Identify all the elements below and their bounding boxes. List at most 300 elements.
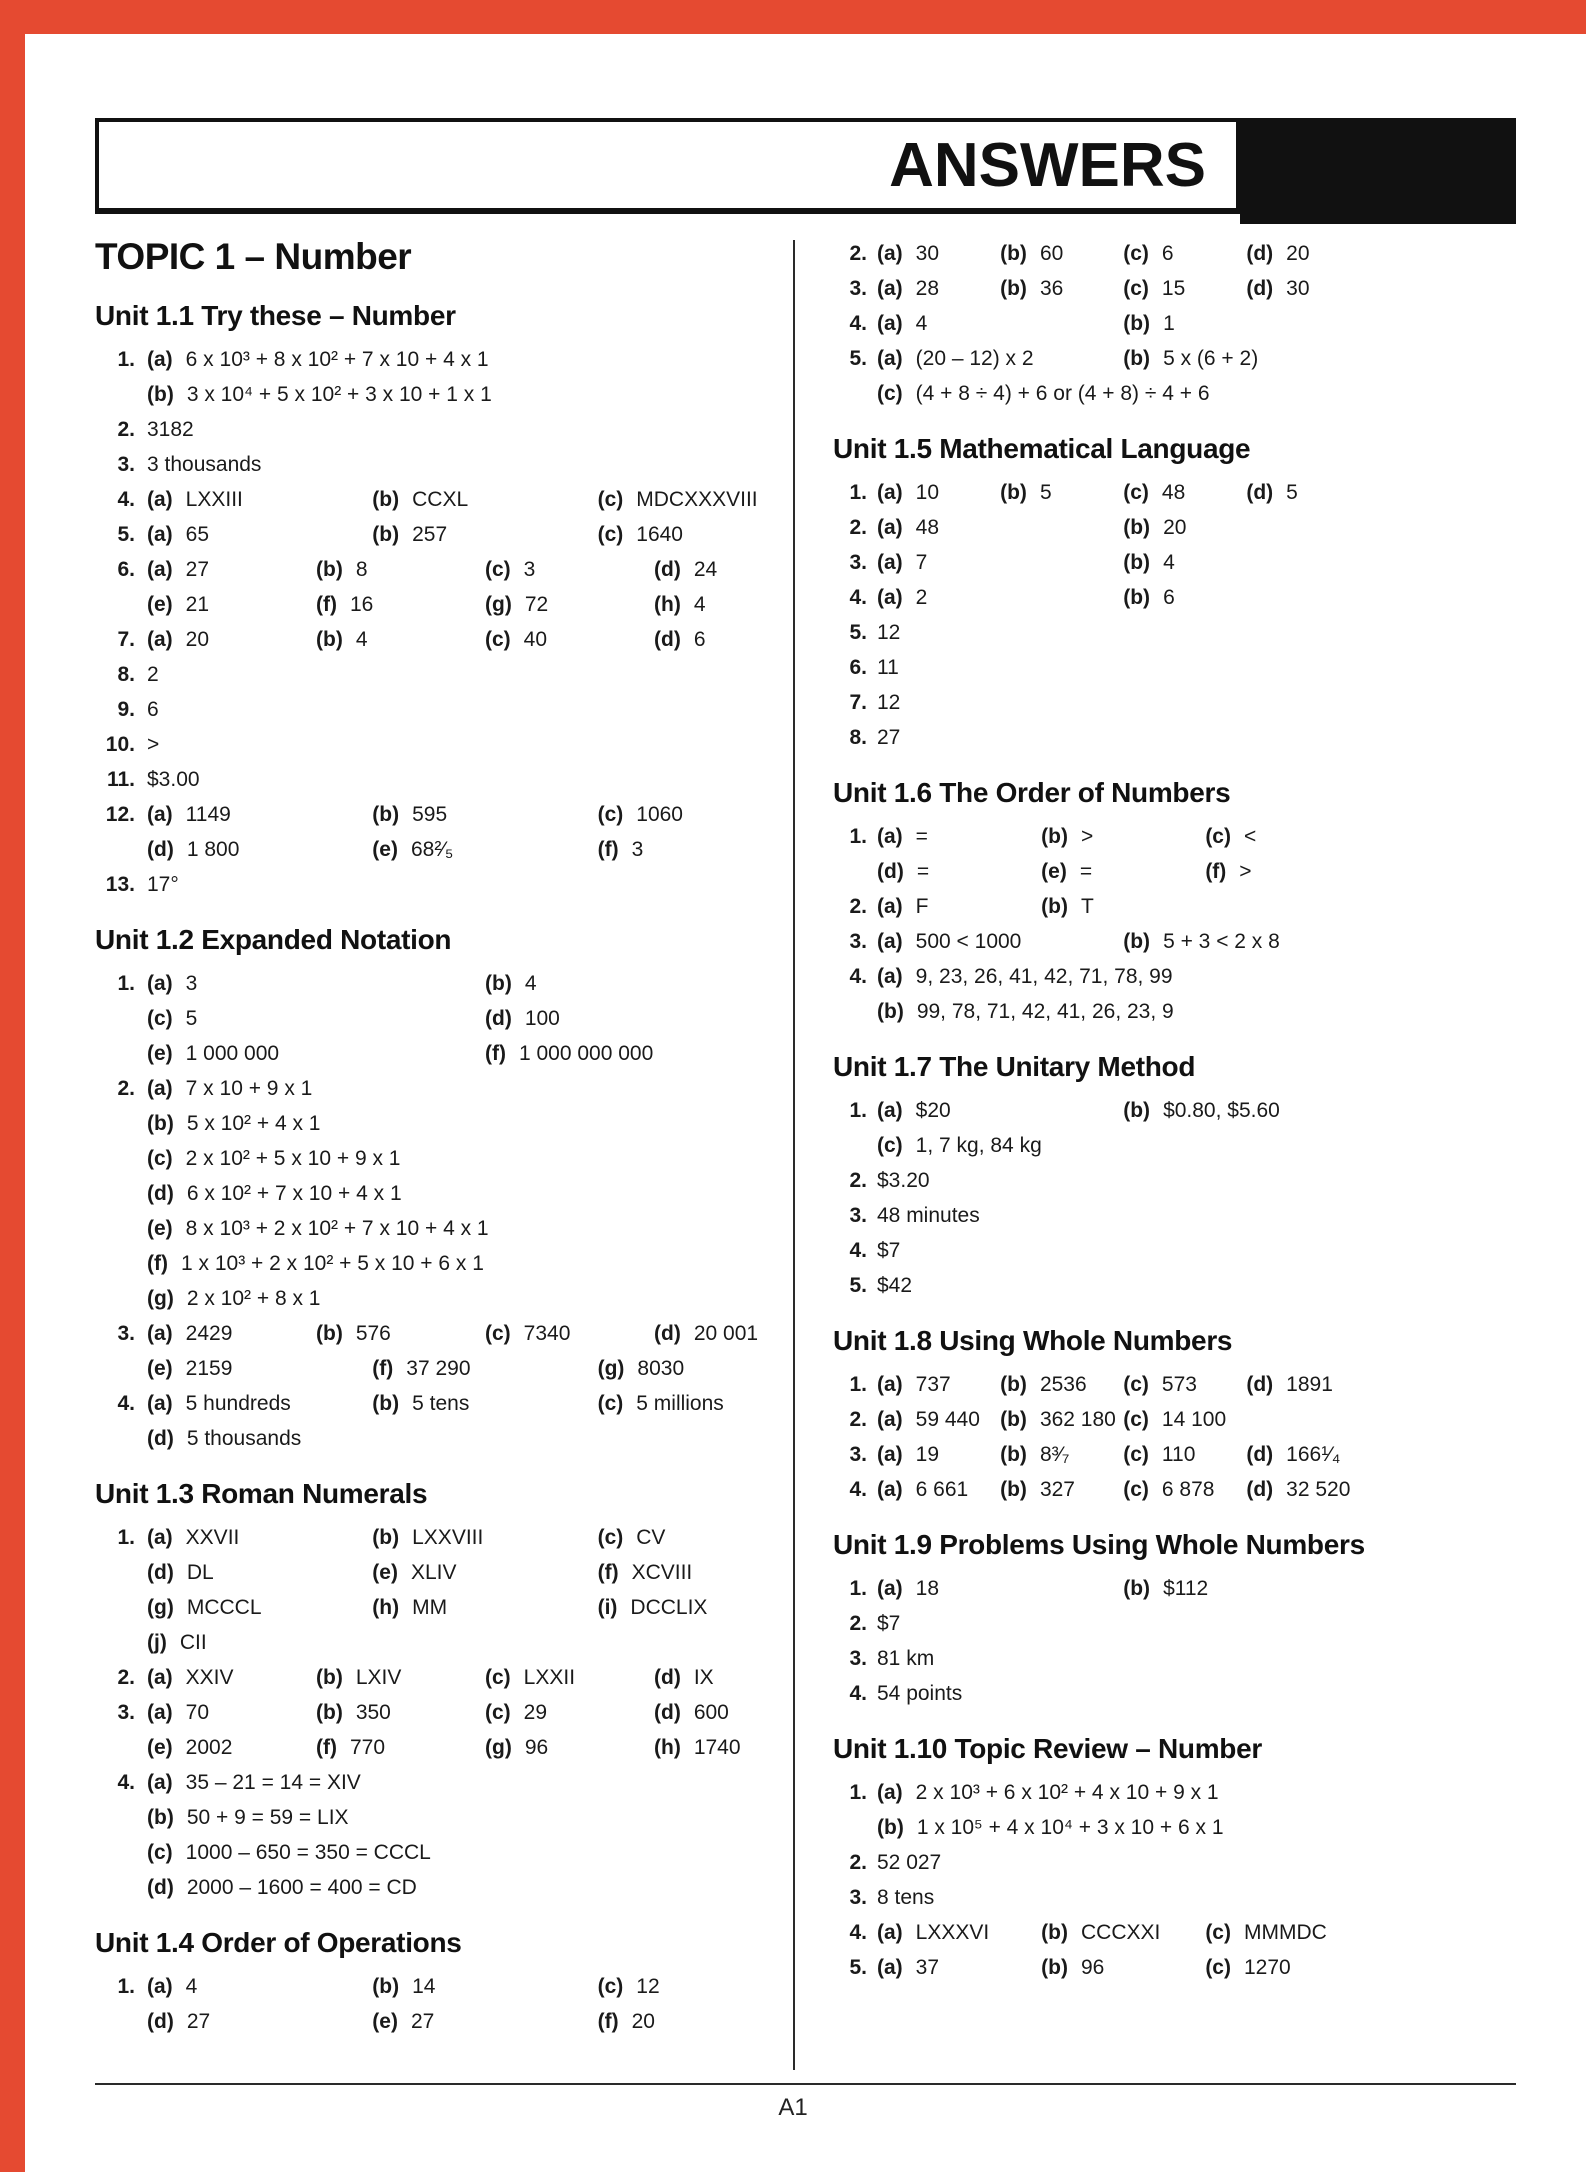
part-label: (c)	[1123, 1478, 1149, 1501]
answer-part	[1041, 1915, 1205, 1950]
answer-part	[147, 1106, 771, 1141]
part-value: CCCXXI	[1080, 1921, 1161, 1944]
part-value: 2	[147, 663, 159, 686]
part-label: (e)	[372, 838, 398, 861]
answer-row	[833, 1950, 1517, 1985]
answer-part	[877, 854, 1041, 889]
part-value: 35 – 21 = 14 = XIV	[185, 1771, 361, 1794]
item-number: 6.	[117, 558, 135, 581]
part-value: 1 800	[186, 838, 240, 861]
answer-row	[95, 1001, 771, 1036]
part-value: LXXII	[523, 1666, 576, 1689]
footer-rule	[95, 2083, 1516, 2085]
section-title: Unit 1.10 Topic Review – Number	[833, 1733, 1262, 1764]
part-value: 18	[915, 1577, 940, 1600]
answer-part	[147, 2004, 372, 2039]
part-value: 2536	[1039, 1373, 1087, 1396]
part-label: (c)	[597, 803, 624, 826]
part-value: 1 x 10³ + 2 x 10² + 5 x 10 + 6 x 1	[180, 1252, 484, 1275]
part-value: 40	[523, 628, 548, 651]
part-label: (b)	[877, 1000, 904, 1023]
answer-part	[147, 1421, 771, 1456]
part-value: DL	[186, 1561, 214, 1584]
part-value: 59 440	[915, 1408, 980, 1431]
answer-row	[95, 1969, 771, 2004]
part-value: XXIV	[185, 1666, 234, 1689]
answer-row	[833, 1606, 1517, 1641]
part-value: (20 – 12) x 2	[915, 347, 1034, 370]
part-label: (b)	[372, 1526, 400, 1549]
answer-part	[147, 1141, 771, 1176]
part-value: $112	[1163, 1577, 1209, 1600]
answer-part	[877, 994, 1517, 1029]
item-number: 8.	[849, 726, 867, 749]
part-label: (g)	[597, 1357, 625, 1380]
part-value: MMMDC	[1243, 1921, 1327, 1944]
part-label: (g)	[485, 1736, 512, 1759]
answer-row	[95, 342, 771, 377]
part-label: (b)	[1123, 586, 1151, 609]
part-label: (g)	[485, 593, 512, 616]
part-label: (e)	[147, 1357, 173, 1380]
part-label: (c)	[1205, 1921, 1231, 1944]
part-label: (a)	[147, 972, 173, 995]
answer-part	[1246, 1367, 1369, 1402]
part-label: (i)	[597, 1596, 618, 1619]
part-value: 2000 – 1600 = 400 = CD	[186, 1876, 417, 1899]
answer-part	[598, 832, 823, 867]
part-value: CII	[179, 1631, 207, 1654]
item-number: 1.	[849, 481, 867, 504]
part-value: 48	[915, 516, 940, 539]
answer-part	[485, 1316, 654, 1351]
item-number: 1.	[117, 1526, 135, 1549]
part-value: 24	[693, 558, 718, 581]
item-number: 9.	[117, 698, 135, 721]
answer-row	[833, 819, 1517, 854]
part-value: 12	[877, 691, 901, 714]
part-value: 5	[1286, 481, 1298, 504]
answer-part	[485, 1001, 823, 1036]
item-number: 6.	[849, 656, 867, 679]
part-value: 12	[636, 1975, 660, 1998]
answer-part	[877, 1128, 1517, 1163]
part-value: 1891	[1286, 1373, 1333, 1396]
item-number: 1.	[849, 1577, 867, 1600]
answer-row	[95, 1660, 771, 1695]
part-label: (c)	[597, 523, 624, 546]
answer-part	[1123, 510, 1369, 545]
part-label: (a)	[877, 516, 903, 539]
item-number: 2.	[849, 1408, 867, 1431]
answer-row	[95, 1036, 771, 1071]
part-value: 2 x 10³ + 6 x 10² + 4 x 10 + 9 x 1	[915, 1781, 1219, 1804]
part-label: (b)	[485, 972, 512, 995]
answer-part	[877, 720, 1517, 755]
answer-part	[877, 1198, 1517, 1233]
part-value: 3 thousands	[147, 453, 262, 476]
part-label: (f)	[316, 1736, 337, 1759]
answer-part	[372, 832, 597, 867]
part-value: 9, 23, 26, 41, 42, 71, 78, 99	[915, 965, 1173, 988]
answer-row	[833, 1437, 1517, 1472]
part-label: (a)	[147, 803, 173, 826]
answer-part	[147, 966, 485, 1001]
part-label: (c)	[147, 1147, 173, 1170]
part-value: 4	[524, 972, 537, 995]
part-label: (a)	[147, 523, 173, 546]
part-value: 3	[523, 558, 536, 581]
part-value: 1, 7 kg, 84 kg	[915, 1134, 1042, 1157]
part-label: (b)	[147, 1112, 174, 1135]
part-value: MDCXXXVIII	[636, 488, 758, 511]
part-label: (b)	[1000, 277, 1027, 300]
answer-row	[833, 1093, 1517, 1128]
answer-part	[147, 832, 372, 867]
part-value: 770	[349, 1736, 386, 1759]
part-label: (b)	[1000, 1443, 1027, 1466]
part-value: 257	[412, 523, 448, 546]
answer-part	[877, 1845, 1517, 1880]
part-value: 100	[524, 1007, 560, 1030]
answer-part	[1123, 236, 1246, 271]
answer-part	[1246, 1472, 1369, 1507]
part-label: (f)	[372, 1357, 394, 1380]
part-label: (a)	[877, 1099, 903, 1122]
part-label: (b)	[1123, 551, 1151, 574]
answer-part	[372, 2004, 597, 2039]
answer-part	[147, 342, 771, 377]
section-title: Unit 1.7 The Unitary Method	[833, 1051, 1196, 1082]
answer-row	[833, 685, 1517, 720]
part-label: (d)	[654, 1701, 681, 1724]
answer-part	[147, 482, 372, 517]
answer-part	[485, 966, 823, 1001]
answer-part	[877, 545, 1123, 580]
part-label: (a)	[147, 488, 173, 511]
item-number: 4.	[849, 1682, 867, 1705]
part-value: 2	[915, 586, 928, 609]
answer-part	[372, 1386, 597, 1421]
part-label: (d)	[654, 1666, 681, 1689]
part-label: (a)	[877, 312, 903, 335]
part-value: 1 000 000 000	[518, 1042, 654, 1065]
answer-part	[1000, 271, 1123, 306]
answer-part	[1123, 1472, 1246, 1507]
item-number: 3.	[849, 1204, 867, 1227]
page-edge-left	[0, 0, 25, 2172]
answer-part	[654, 1695, 823, 1730]
part-value: 6 x 10³ + 8 x 10² + 7 x 10 + 4 x 1	[185, 348, 489, 371]
part-value: LXXVIII	[412, 1526, 484, 1549]
answer-part	[147, 1071, 771, 1106]
part-label: (g)	[147, 1596, 174, 1619]
part-label: (b)	[316, 1666, 343, 1689]
answer-row	[95, 762, 771, 797]
answer-row	[833, 1810, 1517, 1845]
part-label: (b)	[316, 628, 343, 651]
part-label: (b)	[316, 1701, 343, 1724]
part-label: (a)	[147, 1526, 173, 1549]
part-value: 1060	[636, 803, 683, 826]
answers-banner-block	[1240, 118, 1516, 224]
part-label: (h)	[372, 1596, 400, 1619]
part-value: XCVIII	[631, 1561, 693, 1584]
answer-part	[877, 580, 1123, 615]
part-label: (e)	[372, 1561, 398, 1584]
part-label: (a)	[147, 1392, 173, 1415]
item-number: 3.	[117, 1322, 135, 1345]
part-value: 50 + 9 = 59 = LIX	[186, 1806, 349, 1829]
part-value: 8030	[637, 1357, 685, 1380]
part-value: 350	[355, 1701, 391, 1724]
part-value: 110	[1161, 1443, 1196, 1466]
answer-part	[147, 1386, 372, 1421]
part-value: 595	[412, 803, 448, 826]
part-label: (a)	[877, 347, 903, 370]
answer-part	[598, 2004, 823, 2039]
part-value: =	[915, 825, 928, 848]
part-value: XXVII	[185, 1526, 240, 1549]
item-number: 10.	[105, 733, 135, 756]
answer-part	[877, 650, 1517, 685]
part-label: (d)	[1246, 277, 1274, 300]
part-label: (d)	[147, 1427, 174, 1450]
part-value: 28	[915, 277, 940, 300]
part-value: 6	[1163, 586, 1175, 609]
answer-row	[833, 1676, 1517, 1711]
answer-row	[95, 482, 771, 517]
part-value: 20	[1286, 242, 1310, 265]
answer-part	[147, 657, 771, 692]
answer-part	[1000, 1402, 1123, 1437]
answer-part	[1000, 1437, 1123, 1472]
part-value: 36	[1039, 277, 1064, 300]
answer-row	[95, 1351, 771, 1386]
answer-part	[1123, 1571, 1369, 1606]
part-label: (c)	[485, 1666, 511, 1689]
part-value: 12	[877, 621, 901, 644]
part-label: (b)	[1123, 1577, 1151, 1600]
answer-part	[1123, 1093, 1369, 1128]
item-number: 4.	[117, 1771, 135, 1794]
answer-part	[372, 517, 597, 552]
part-label: (a)	[877, 1921, 903, 1944]
part-value: F	[915, 895, 929, 918]
answer-row	[833, 1367, 1517, 1402]
part-value: CCXL	[412, 488, 469, 511]
answer-part	[1205, 1915, 1369, 1950]
answer-row	[833, 271, 1517, 306]
answer-part	[877, 615, 1517, 650]
part-value: MM	[412, 1596, 448, 1619]
part-label: (g)	[147, 1287, 174, 1310]
part-label: (c)	[485, 1701, 511, 1724]
part-label: (c)	[147, 1841, 173, 1864]
section-title: Unit 1.1 Try these – Number	[95, 300, 456, 331]
part-label: (b)	[316, 1322, 343, 1345]
answer-row	[95, 1421, 771, 1456]
item-number: 2.	[117, 1666, 135, 1689]
left-column	[95, 236, 771, 2039]
part-value: LXXIII	[185, 488, 243, 511]
part-label: (d)	[147, 1561, 174, 1584]
item-number: 3.	[849, 930, 867, 953]
item-number: 2.	[849, 1612, 867, 1635]
answer-part	[1041, 854, 1205, 889]
answer-part	[147, 1246, 771, 1281]
answer-part	[147, 1730, 316, 1765]
part-value: (4 + 8 ÷ 4) + 6 or (4 + 8) ÷ 4 + 6	[915, 382, 1210, 405]
answer-part	[316, 1695, 485, 1730]
answer-row	[95, 517, 771, 552]
answer-part	[877, 1915, 1041, 1950]
answer-row	[95, 1281, 771, 1316]
part-label: (e)	[147, 1042, 173, 1065]
answer-part	[877, 1880, 1517, 1915]
part-label: (a)	[877, 242, 903, 265]
part-label: (a)	[147, 1701, 173, 1724]
part-value: $7	[877, 1612, 901, 1635]
part-value: 3	[185, 972, 198, 995]
answer-part	[598, 797, 823, 832]
answer-part	[1123, 1367, 1246, 1402]
part-value: 30	[1286, 277, 1310, 300]
answer-part	[877, 1093, 1123, 1128]
answer-row	[833, 341, 1517, 376]
answer-row	[833, 1845, 1517, 1880]
part-label: (f)	[597, 838, 619, 861]
part-label: (c)	[597, 1392, 624, 1415]
part-value: 2159	[185, 1357, 233, 1380]
answer-part	[877, 1950, 1041, 1985]
answer-part	[877, 1810, 1517, 1845]
part-label: (b)	[1000, 1373, 1027, 1396]
answer-row	[833, 306, 1517, 341]
part-label: (d)	[485, 1007, 512, 1030]
part-label: (e)	[372, 2010, 398, 2033]
section-title: Unit 1.6 The Order of Numbers	[833, 777, 1231, 808]
part-value: 8³⁄₇	[1039, 1443, 1070, 1466]
answer-part	[598, 1386, 823, 1421]
part-value: $7	[877, 1239, 901, 1262]
part-value: 166¹⁄₄	[1286, 1443, 1341, 1466]
answer-part	[147, 1036, 485, 1071]
part-value: 362 180	[1039, 1408, 1116, 1431]
answer-part	[1246, 236, 1369, 271]
part-label: (a)	[877, 1408, 903, 1431]
answer-part	[147, 1590, 372, 1625]
part-label: (b)	[1041, 1956, 1068, 1979]
answer-part	[147, 727, 771, 762]
part-value: 576	[355, 1322, 391, 1345]
answer-part	[147, 447, 771, 482]
answer-part	[877, 1472, 1000, 1507]
answer-row	[95, 797, 771, 832]
answer-row	[833, 1233, 1517, 1268]
answer-part	[1123, 475, 1246, 510]
answer-row	[833, 1163, 1517, 1198]
answer-part	[877, 1676, 1517, 1711]
part-label: (c)	[1123, 242, 1149, 265]
answer-part	[654, 1316, 823, 1351]
part-label: (d)	[654, 558, 681, 581]
part-label: (d)	[147, 838, 174, 861]
answer-part	[877, 236, 1000, 271]
answer-row	[95, 867, 771, 902]
answer-part	[598, 1520, 823, 1555]
answer-row	[833, 1472, 1517, 1507]
part-label: (c)	[597, 488, 624, 511]
answer-row	[833, 1402, 1517, 1437]
answer-row	[833, 650, 1517, 685]
part-label: (d)	[1246, 242, 1274, 265]
part-value: 1 000 000	[185, 1042, 280, 1065]
answer-part	[147, 1316, 316, 1351]
item-number: 2.	[849, 516, 867, 539]
part-value: 2 x 10² + 8 x 1	[186, 1287, 321, 1310]
part-value: 20 001	[693, 1322, 759, 1345]
part-label: (h)	[654, 1736, 681, 1759]
item-number: 3.	[849, 277, 867, 300]
part-value: 5 x (6 + 2)	[1163, 347, 1259, 370]
part-value: 20	[1163, 516, 1187, 539]
answer-part	[147, 1625, 372, 1660]
answer-part	[1123, 341, 1369, 376]
part-value: >	[1080, 825, 1094, 848]
answer-part	[654, 587, 823, 622]
answer-part	[877, 271, 1000, 306]
part-value: 19	[915, 1443, 940, 1466]
part-value: 2 x 10² + 5 x 10 + 9 x 1	[185, 1147, 401, 1170]
part-label: (b)	[1041, 895, 1068, 918]
part-label: (c)	[1123, 1373, 1149, 1396]
answer-row	[95, 1730, 771, 1765]
part-value: 27	[877, 726, 901, 749]
part-value: 1149	[185, 803, 231, 826]
answer-row	[95, 1316, 771, 1351]
answer-part	[654, 552, 823, 587]
answer-row	[833, 1571, 1517, 1606]
part-label: (d)	[654, 628, 681, 651]
answer-part	[147, 1520, 372, 1555]
answer-part	[654, 622, 823, 657]
answer-part	[877, 1163, 1517, 1198]
part-value: 52 027	[877, 1851, 942, 1874]
answer-part	[1123, 545, 1369, 580]
answer-part	[147, 1281, 771, 1316]
answer-part	[1123, 924, 1369, 959]
item-number: 3.	[849, 551, 867, 574]
part-label: (c)	[147, 1007, 173, 1030]
answer-part	[147, 622, 316, 657]
part-label: (b)	[1041, 825, 1068, 848]
answer-part	[877, 1641, 1517, 1676]
answer-part	[1041, 889, 1205, 924]
part-label: (c)	[1205, 1956, 1231, 1979]
answer-part	[877, 924, 1123, 959]
item-number: 11.	[106, 768, 135, 791]
answer-part	[598, 482, 823, 517]
answer-part	[485, 587, 654, 622]
part-label: (f)	[485, 1042, 506, 1065]
item-number: 4.	[849, 1921, 867, 1944]
part-value: 6	[693, 628, 706, 651]
answer-row	[95, 1246, 771, 1281]
part-value: 5 tens	[412, 1392, 470, 1415]
part-value: 3182	[147, 418, 194, 441]
part-label: (c)	[485, 628, 511, 651]
